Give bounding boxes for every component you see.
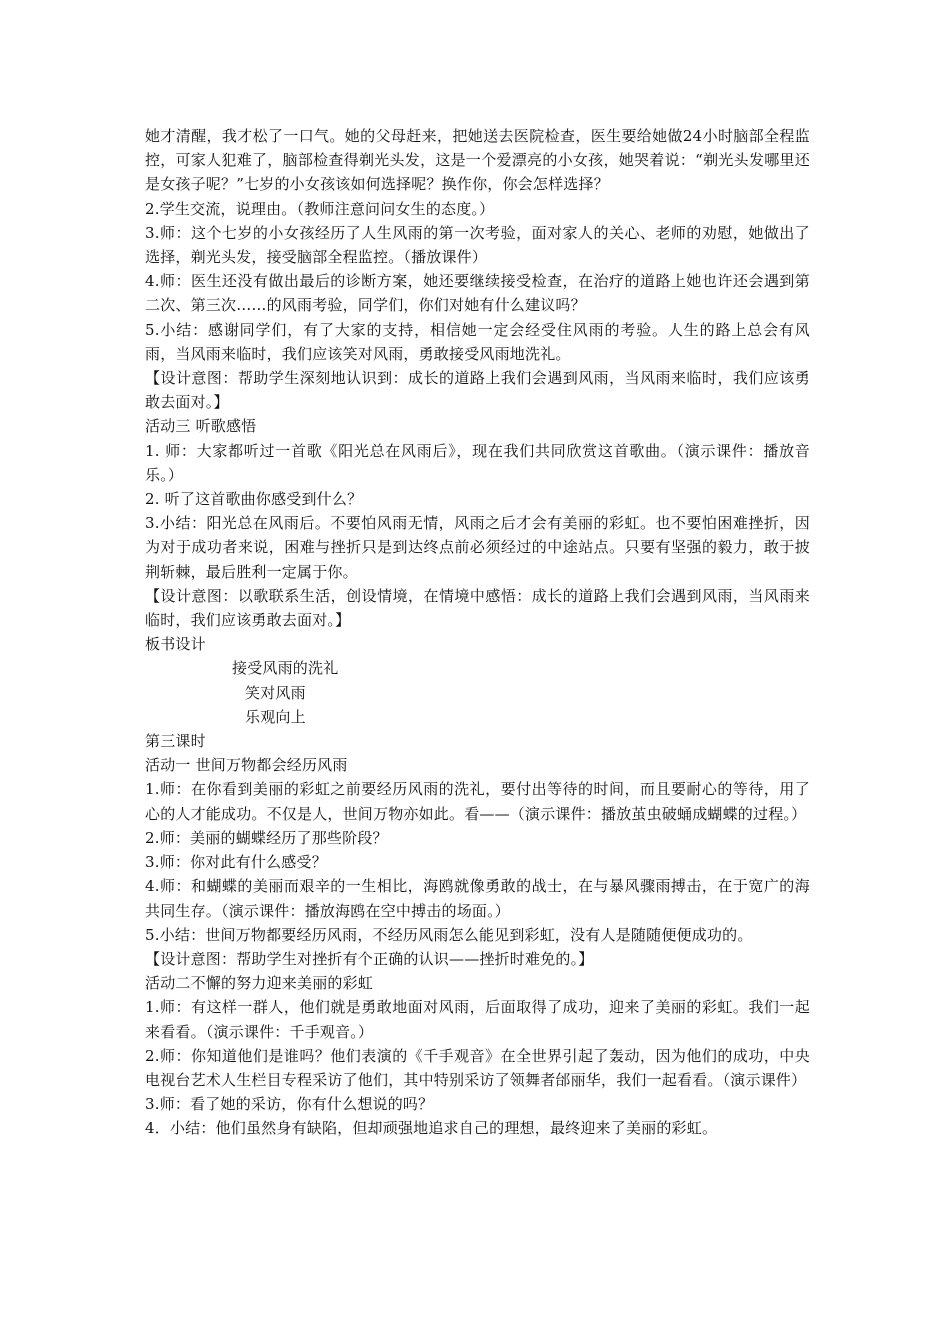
paragraph: 她才清醒，我才松了一口气。她的父母赶来，把她送去医院检查，医生要给她做24小时脑部全程监控，可家人犯难了，脑部检查得剃光头发，这是一个爱漂亮的小女孩，她哭着说：“剃光头发哪里还是女孩子呢？”七岁的小女孩该如何选择呢？换作你，你会怎样选择？ [145, 127, 810, 194]
section-heading: 活动二不懈的努力迎来美丽的彩虹 [145, 974, 374, 993]
section-heading: 活动一 世间万物都会经历风雨 [145, 756, 348, 775]
paragraph: 4．小结：他们虽然身有缺陷，但却顽强地追求自己的理想，最终迎来了美丽的彩虹。 [145, 1119, 718, 1138]
paragraph: 3.师：你对此有什么感受？ [145, 853, 327, 872]
paragraph: 3.师：这个七岁的小女孩经历了人生风雨的第一次考验，面对家人的关心、老师的劝慰，她做出了选择，剃光头发，接受脑部全程监控。（播放课件） [145, 223, 810, 267]
paragraph: 3.小结：阳光总在风雨后。不要怕风雨无情，风雨之后才会有美丽的彩虹。也不要怕困难挫折，因为对于成功者来说，困难与挫折只是到达终点前必须经过的中途站点。只要有坚强的毅力，敢于披荆斩棘，最后胜利一定属于你。 [145, 514, 810, 581]
paragraph: 2.师：你知道他们是谁吗？他们表演的《千手观音》在全世界引起了轰动，因为他们的成功，中央电视台艺术人生栏目专程采访了他们，其中特别采访了领舞者邰丽华，我们一起看看。（演示课件） [145, 1046, 810, 1089]
paragraph: 2.学生交流，说理由。（教师注意问问女生的态度。） [145, 199, 495, 218]
blackboard-item: 笑对风雨 [245, 683, 306, 702]
paragraph: 4.师：医生还没有做出最后的诊断方案，她还要继续接受检查，在治疗的道路上她也许还会遇到第二次、第三次……的风雨考验，同学们，你们对她有什么建议吗？ [145, 272, 810, 315]
document-body [145, 124, 810, 1141]
paragraph: 1.师：有这样一群人，他们就是勇敢地面对风雨，后面取得了成功，迎来了美丽的彩虹。我们一起来看看。（演示课件：千手观音。） [145, 998, 810, 1041]
paragraph: 4.师：和蝴蝶的美丽而艰辛的一生相比，海鸥就像勇敢的战士，在与暴风骤雨搏击，在于宽广的海共同生存。（演示课件：播放海鸥在空中搏击的场面。） [145, 877, 810, 920]
paragraph: 3.师：看了她的采访，你有什么想说的吗？ [145, 1095, 434, 1114]
blackboard-item: 乐观向上 [245, 707, 306, 726]
paragraph: 5.小结：世间万物都要经历风雨，不经历风雨怎么能见到彩虹，没有人是随随便便成功的。 [145, 925, 753, 944]
section-heading: 活动三 听歌感悟 [145, 417, 257, 436]
section-heading: 板书设计 [145, 635, 206, 654]
blackboard-title: 接受风雨的洗礼 [232, 659, 339, 678]
paragraph: 2.师：美丽的蝴蝶经历了那些阶段？ [145, 828, 388, 847]
design-intent-note: 【设计意图：帮助学生深刻地认识到：成长的道路上我们会遇到风雨，当风雨来临时，我们应该勇敢去面对。】 [145, 369, 810, 412]
paragraph: 1. 师：大家都听过一首歌《阳光总在风雨后》，现在我们共同欣赏这首歌曲。（演示课件：播放音乐。） [145, 441, 810, 484]
paragraph: 5.小结：感谢同学们，有了大家的支持，相信她一定会经受住风雨的考验。人生的路上总会有风雨，当风雨来临时，我们应该笑对风雨，勇敢接受风雨地洗礼。 [145, 320, 810, 363]
lesson-heading: 第三课时 [145, 732, 206, 751]
paragraph: 1.师：在你看到美丽的彩虹之前要经历风雨的洗礼，要付出等待的时间，而且要耐心的等待，用了心的人才能成功。不仅是人，世间万物亦如此。看——（演示课件：播放茧虫破蛹成蝴蝶的过程。） [145, 780, 810, 823]
design-intent-note: 【设计意图：帮助学生对挫折有个正确的认识——挫折时难免的。】 [145, 949, 594, 968]
paragraph: 2. 听了这首歌曲你感受到什么？ [145, 490, 363, 509]
design-intent-note: 【设计意图：以歌联系生活，创设情境，在情境中感悟：成长的道路上我们会遇到风雨，当风雨来临时，我们应该勇敢去面对。】 [145, 586, 810, 630]
